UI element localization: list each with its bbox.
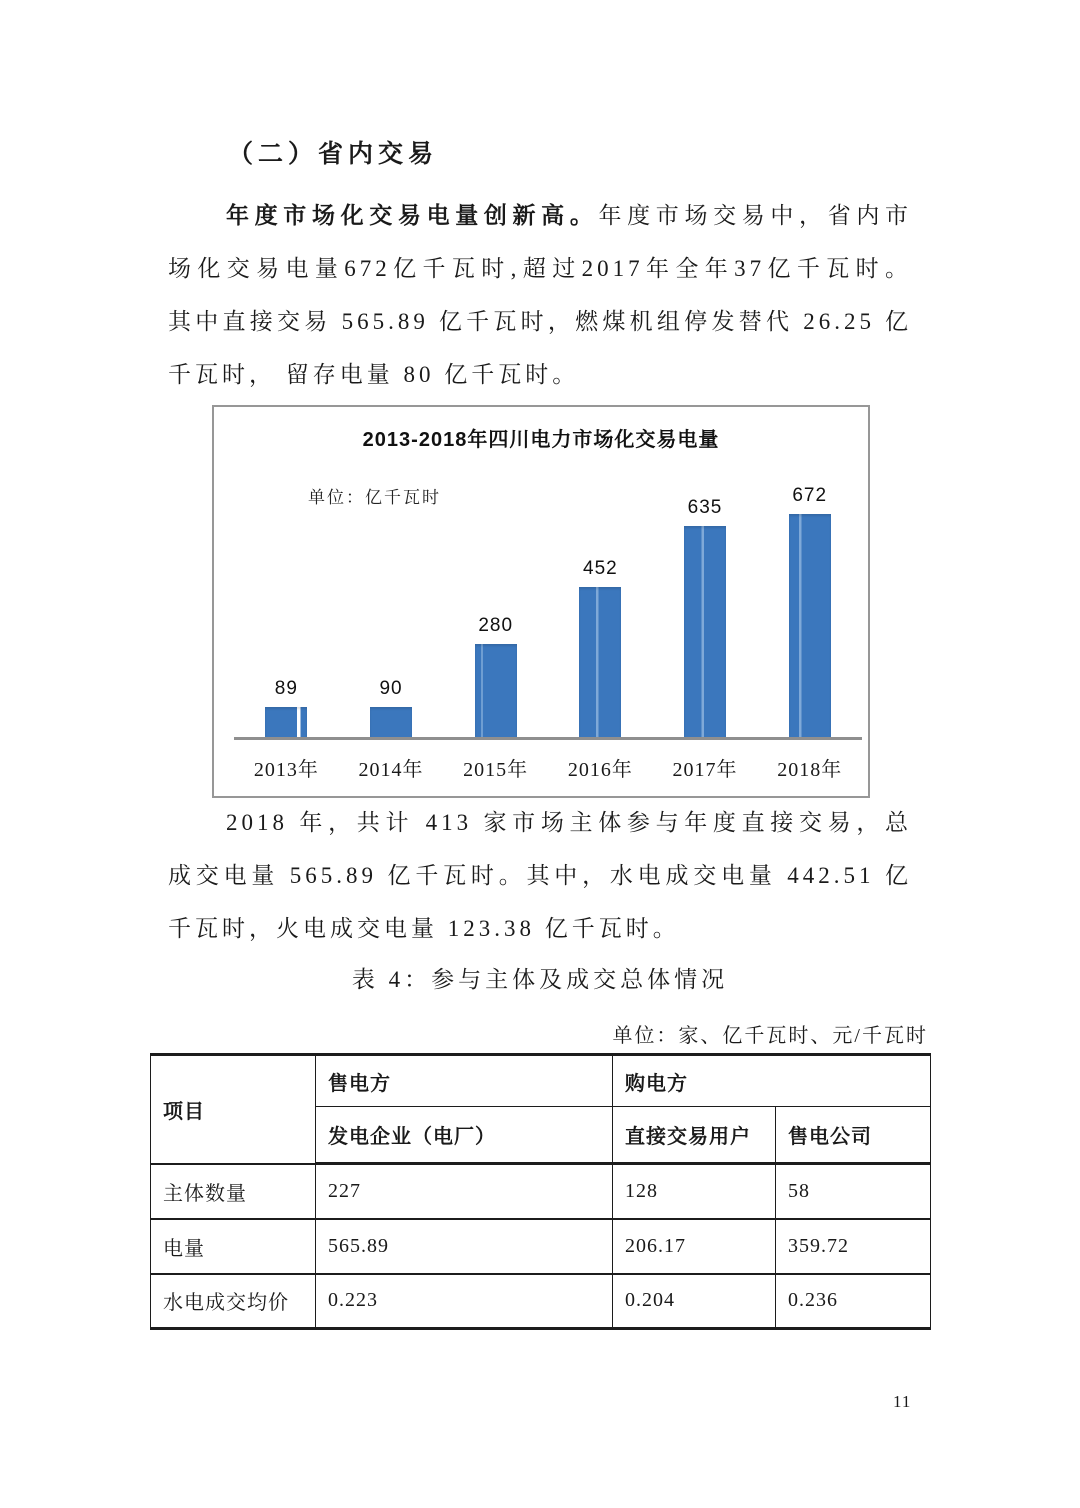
participants-table — [150, 1053, 931, 1330]
paragraph-lead-bold: 年度市场化交易电量创新高。 — [226, 202, 599, 228]
x-axis-label: 2015年 — [463, 759, 529, 781]
bar-value-label: 89 — [274, 678, 298, 699]
chart-unit-label: 单位：亿千瓦时 — [308, 488, 441, 507]
bar-2017年 — [684, 526, 726, 737]
table-header-direct-user: 直接交易用户 — [613, 1107, 776, 1164]
bar-2018年 — [789, 514, 831, 737]
table-header-retail-company: 售电公司 — [776, 1107, 931, 1164]
table-header-seller-group: 售电方 — [316, 1055, 613, 1107]
table-row — [151, 1274, 931, 1329]
bar-2016年 — [579, 587, 621, 737]
chart-x-axis-labels — [234, 753, 862, 782]
x-axis-label: 2017年 — [672, 759, 738, 781]
section-heading-text: （二）省内交易 — [228, 140, 439, 168]
paragraph-line: 其中直接交易 565.89 亿千瓦时，燃煤机组停发替代 26.25 亿 — [168, 309, 912, 334]
paragraph-line: 成交电量 565.89 亿千瓦时。其中，水电成交电量 442.51 亿 — [168, 863, 912, 888]
table-unit-note: 单位：家、亿千瓦时、元/千瓦时 — [612, 1025, 928, 1047]
bar-value-label: 635 — [687, 497, 723, 518]
row-label: 水电成交均价 — [151, 1274, 316, 1329]
table-caption: 表 4：参与主体及成交总体情况 — [351, 967, 729, 992]
row-label: 主体数量 — [151, 1164, 316, 1219]
cell-generator: 0.223 — [316, 1274, 613, 1329]
cell-direct-user: 0.204 — [613, 1274, 776, 1329]
bar-group-2014年 — [339, 407, 444, 737]
cell-generator: 227 — [316, 1164, 613, 1219]
cell-retail-company: 58 — [776, 1164, 931, 1219]
page-number: 11 — [893, 1392, 912, 1411]
bar-value-label: 672 — [792, 485, 828, 506]
paragraph-line: 场化交易电量672亿千瓦时,超过2017年全年37亿千瓦时。 — [168, 256, 912, 281]
paragraph-line: 千瓦时，火电成交电量 123.38 亿千瓦时。 — [168, 916, 680, 941]
cell-retail-company: 0.236 — [776, 1274, 931, 1329]
chart-x-axis-line — [234, 737, 862, 740]
paragraph-line — [168, 189, 912, 242]
chart-plot-area — [234, 407, 862, 737]
table-row — [151, 1164, 931, 1219]
cell-direct-user: 206.17 — [613, 1219, 776, 1274]
paragraph-line: 千瓦时， 留存电量 80 亿千瓦时。 — [168, 362, 580, 387]
paragraph-line: 2018 年，共计 413 家市场主体参与年度直接交易，总 — [226, 810, 912, 835]
paragraph-direct-trade — [168, 796, 912, 955]
bar-group-2013年 — [234, 407, 339, 737]
bar-group-2015年 — [443, 407, 548, 737]
bar-2014年 — [370, 707, 412, 737]
chart-title: 2013-2018年四川电力市场化交易电量 — [362, 429, 720, 451]
table-header-item: 项目 — [151, 1055, 316, 1164]
table-header-generator: 发电企业（电厂） — [316, 1107, 613, 1164]
row-label: 电量 — [151, 1219, 316, 1274]
bar-value-label: 452 — [583, 558, 618, 579]
cell-direct-user: 128 — [613, 1164, 776, 1219]
bar-2013年 — [265, 707, 307, 737]
bar-2015年 — [475, 644, 517, 737]
section-heading — [168, 134, 912, 170]
bar-value-label: 90 — [379, 678, 403, 699]
table-header-buyer-group: 购电方 — [613, 1055, 931, 1107]
bar-group-2016年 — [548, 407, 653, 737]
bar-value-label: 280 — [478, 615, 514, 636]
table-row — [151, 1219, 931, 1274]
x-axis-label: 2014年 — [358, 759, 424, 781]
cell-retail-company: 359.72 — [776, 1219, 931, 1274]
bar-group-2018年 — [757, 407, 862, 737]
cell-generator: 565.89 — [316, 1219, 613, 1274]
x-axis-label: 2013年 — [253, 759, 319, 781]
paragraph-annual-volume — [168, 189, 912, 401]
market-volume-bar-chart — [212, 405, 870, 798]
bar-group-2017年 — [653, 407, 758, 737]
x-axis-label: 2018年 — [777, 759, 843, 781]
paragraph-text: 年度市场交易中，省内市 — [598, 203, 913, 228]
x-axis-label: 2016年 — [567, 759, 633, 781]
